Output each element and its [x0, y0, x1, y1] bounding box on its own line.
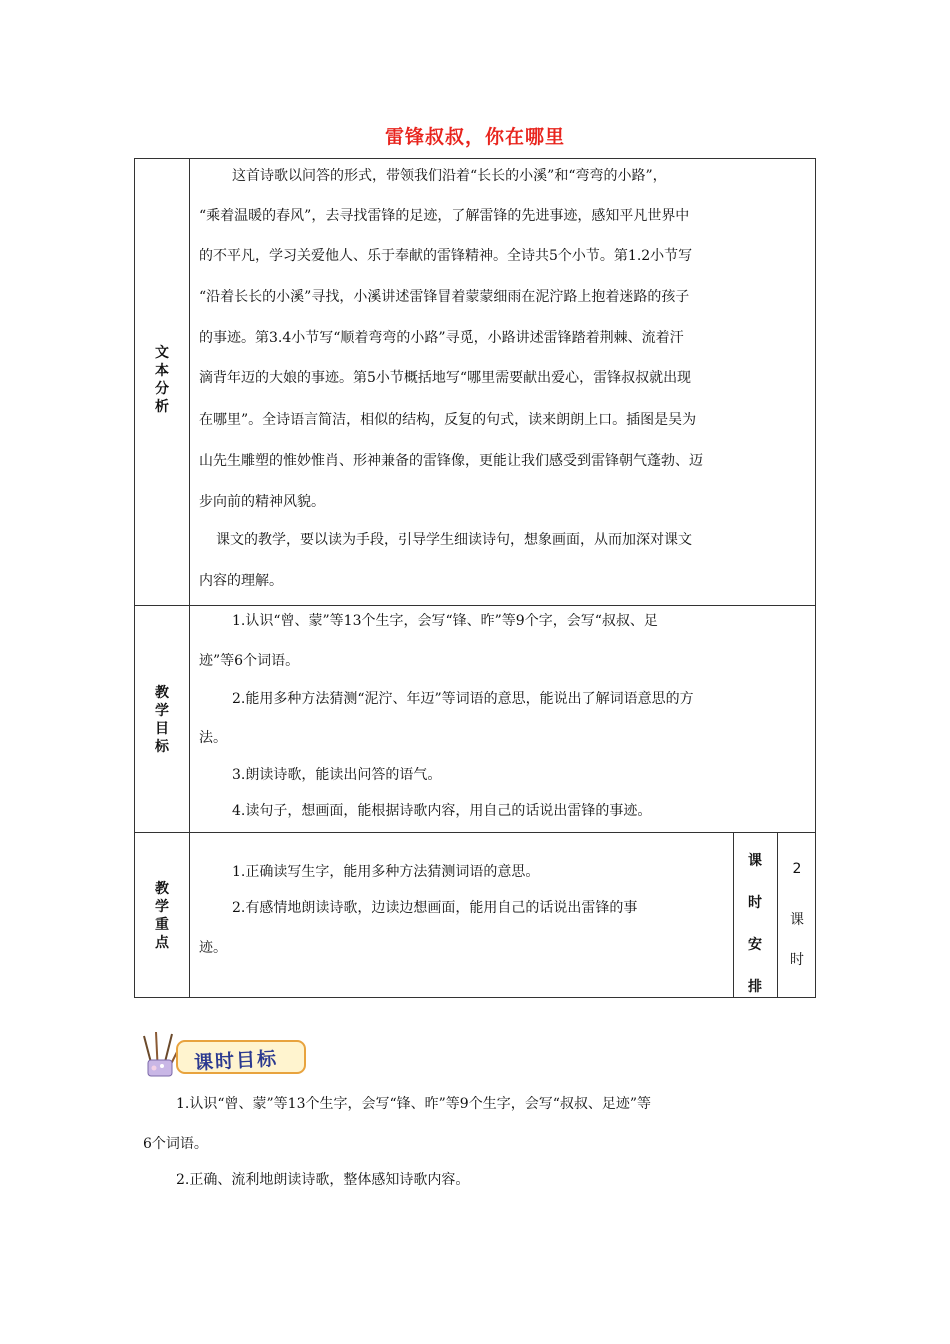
row2-line-1: 1.认识“曾、蒙”等13个生字，会写“锋、昨”等9个字，会写“叔叔、足 — [232, 613, 658, 629]
goal-line-2: 6个词语。 — [143, 1136, 208, 1152]
row1-label: 文本分析 — [155, 345, 169, 415]
goal-line-3: 2.正确、流利地朗读诗歌，整体感知诗歌内容。 — [176, 1172, 470, 1188]
row1-line-7: 在哪里”。全诗语言简洁，相似的结构，反复的句式，读来朗朗上口。插图是吴为 — [199, 412, 697, 428]
row1-line-3: 的不平凡，学习关爱他人、乐于奉献的雷锋精神。全诗共5个小节。第1.2小节写 — [199, 248, 693, 264]
goal-line-1: 1.认识“曾、蒙”等13个生字，会写“锋、昨”等9个生字，会写“叔叔、足迹”等 — [176, 1096, 652, 1112]
row1-line-2: “乘着温暖的春风”，去寻找雷锋的足迹，了解雷锋的先进事迹，感知平凡世界中 — [199, 208, 690, 224]
row1-line-8: 山先生雕塑的惟妙惟肖、形神兼备的雷锋像，更能让我们感受到雷锋朝气蓬勃、迈 — [199, 453, 703, 469]
schedule-label: 课时安排 — [748, 853, 762, 995]
row2-label: 教学目标 — [155, 685, 169, 755]
row1-line-10: 课文的教学，要以读为手段，引导学生细读诗句，想象画面，从而加深对课文 — [216, 532, 692, 548]
row2-line-2: 迹”等6个词语。 — [199, 653, 300, 669]
row3-line-1: 1.正确读写生字，能用多种方法猜测词语的意思。 — [232, 864, 540, 880]
row3-line-3: 迹。 — [199, 940, 227, 956]
banner-text: 课时目标 — [193, 1047, 279, 1075]
row1-line-4: “沿着长长的小溪”寻找，小溪讲述雷锋冒着蒙蒙细雨在泥泞路上抱着迷路的孩子 — [199, 289, 690, 305]
row2-line-6: 4.读句子，想画面，能根据诗歌内容，用自己的话说出雷锋的事迹。 — [232, 803, 652, 819]
schedule-value-number: 2 — [792, 861, 802, 877]
row1-line-1: 这首诗歌以问答的形式，带领我们沿着“长长的小溪”和“弯弯的小路”， — [232, 168, 667, 184]
row2-line-3: 2.能用多种方法猜测“泥泞、年迈”等词语的意思，能说出了解词语意思的方 — [232, 691, 694, 707]
page-title: 雷锋叔叔，你在哪里 — [384, 126, 565, 148]
row1-line-6: 滴背年迈的大娘的事迹。第5小节概括地写“哪里需要献出爱心，雷锋叔叔就出现 — [199, 370, 692, 386]
row3-line-2: 2.有感情地朗读诗歌，边读边想画面，能用自己的话说出雷锋的事 — [232, 900, 638, 916]
row1-line-9: 步向前的精神风貌。 — [199, 494, 325, 510]
row2-content-cell — [189, 605, 816, 833]
row1-line-11: 内容的理解。 — [199, 573, 283, 589]
schedule-value-unit: 课时 — [790, 912, 804, 968]
row2-line-5: 3.朗读诗歌，能读出问答的语气。 — [232, 767, 442, 783]
section-banner — [176, 1040, 306, 1074]
row2-line-4: 法。 — [199, 730, 227, 746]
row3-label: 教学重点 — [155, 881, 169, 951]
row1-line-5: 的事迹。第3.4小节写“顺着弯弯的小路”寻觅，小路讲述雷锋踏着荆棘、流着汗 — [199, 330, 684, 346]
